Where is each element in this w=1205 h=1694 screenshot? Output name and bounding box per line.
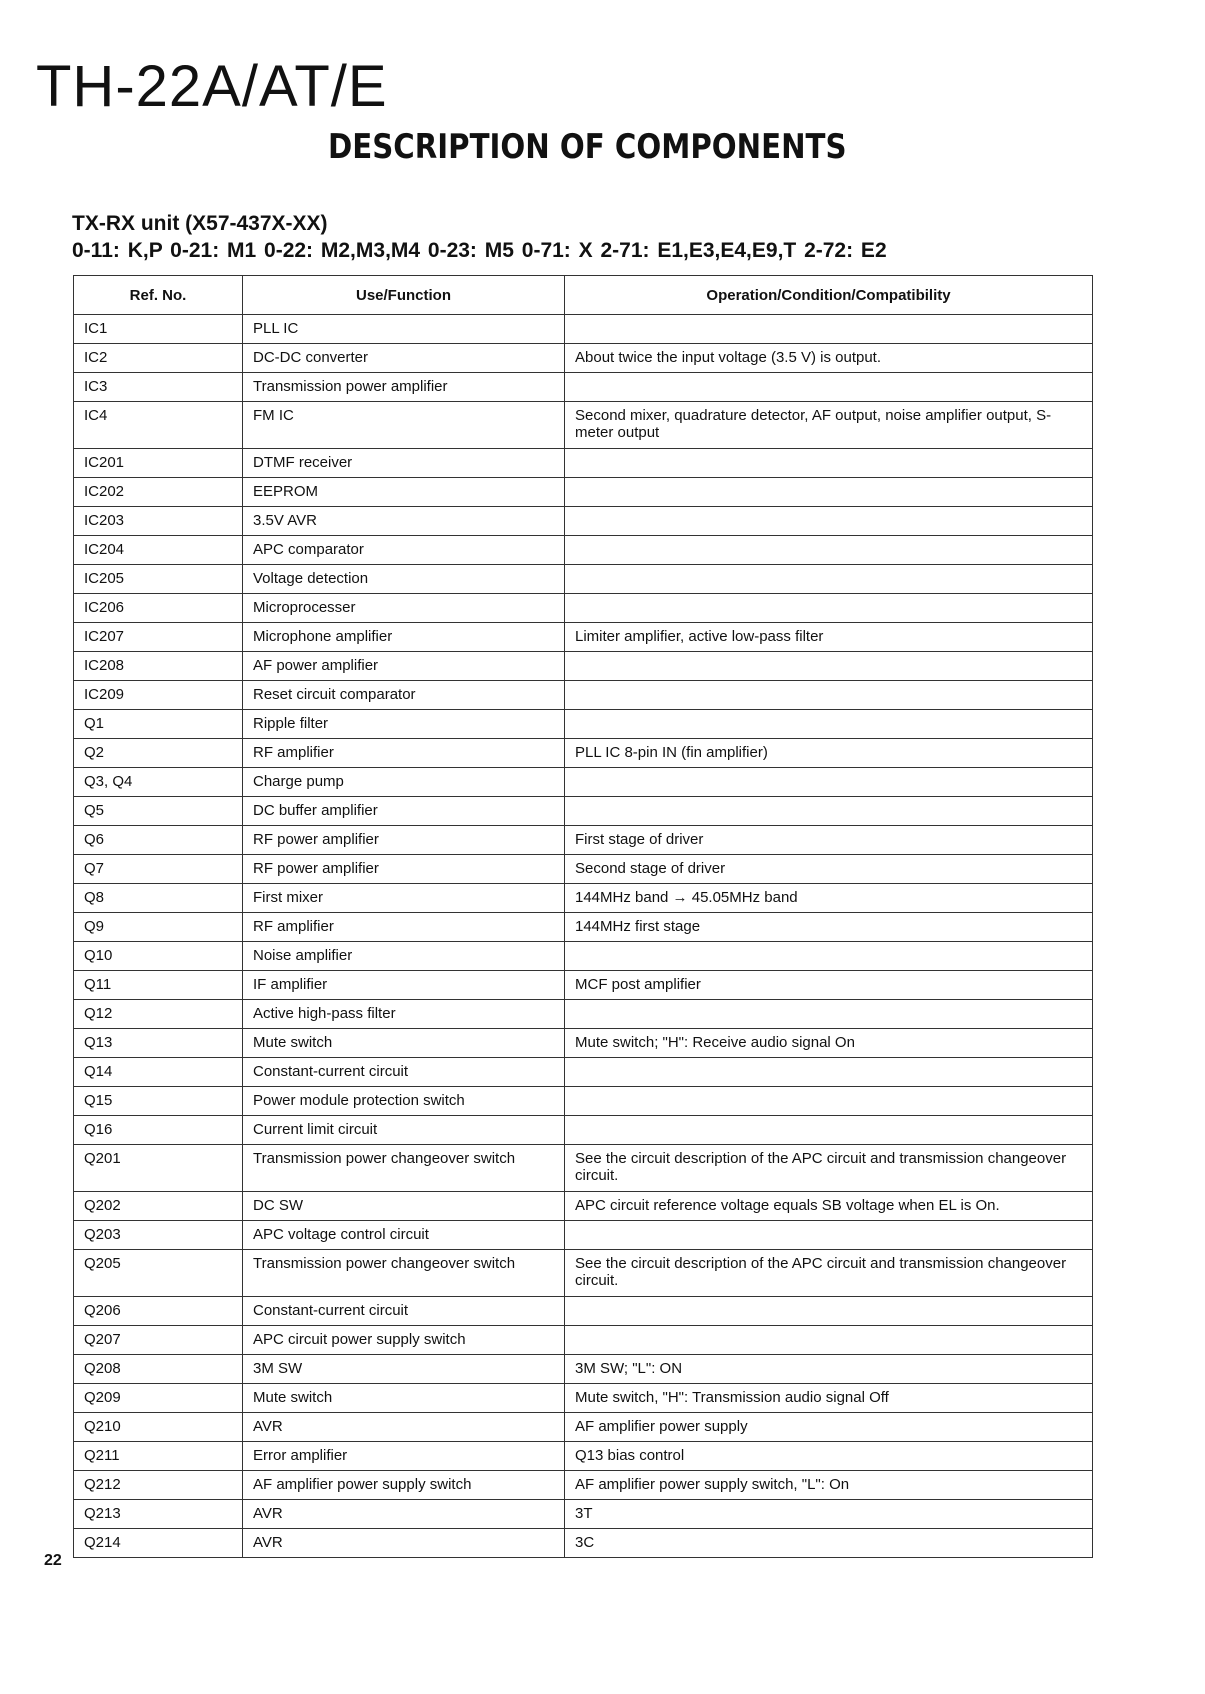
cell-ref-no: Q9: [74, 913, 243, 942]
table-row: [74, 826, 1093, 855]
cell-ref-no: IC203: [74, 507, 243, 536]
cell-use-function: Charge pump: [243, 768, 565, 797]
cell-ref-no: Q12: [74, 1000, 243, 1029]
table-header-row: [74, 276, 1093, 315]
cell-operation: 3M SW; "L": ON: [565, 1355, 1093, 1384]
header-operation: Operation/Condition/Compatibility: [565, 276, 1093, 315]
table-row: [74, 373, 1093, 402]
cell-ref-no: Q8: [74, 884, 243, 913]
cell-operation: First stage of driver: [565, 826, 1093, 855]
cell-use-function: RF power amplifier: [243, 855, 565, 884]
cell-ref-no: Q15: [74, 1087, 243, 1116]
cell-ref-no: IC205: [74, 565, 243, 594]
cell-use-function: RF amplifier: [243, 913, 565, 942]
cell-ref-no: Q11: [74, 971, 243, 1000]
cell-ref-no: Q206: [74, 1297, 243, 1326]
destination-variants: 0-11: K,P 0-21: M1 0-22: M2,M3,M4 0-23: M5 0-71: X 2-71: E1,E3,E4,E9,T 2-72: E2: [72, 239, 887, 262]
cell-operation: [565, 1297, 1093, 1326]
cell-ref-no: Q208: [74, 1355, 243, 1384]
cell-operation: MCF post amplifier: [565, 971, 1093, 1000]
cell-operation: AF amplifier power supply: [565, 1413, 1093, 1442]
table-row: [74, 710, 1093, 739]
cell-use-function: DC buffer amplifier: [243, 797, 565, 826]
cell-ref-no: IC202: [74, 478, 243, 507]
cell-ref-no: Q1: [74, 710, 243, 739]
cell-use-function: Microphone amplifier: [243, 623, 565, 652]
cell-use-function: AVR: [243, 1413, 565, 1442]
cell-operation: [565, 1087, 1093, 1116]
cell-use-function: Error amplifier: [243, 1442, 565, 1471]
cell-operation: [565, 507, 1093, 536]
cell-use-function: Reset circuit comparator: [243, 681, 565, 710]
cell-use-function: APC voltage control circuit: [243, 1221, 565, 1250]
table-row: [74, 942, 1093, 971]
table-row: [74, 739, 1093, 768]
cell-operation: Second mixer, quadrature detector, AF output, noise amplifier output, S-meter output: [565, 402, 1093, 449]
table-row: [74, 681, 1093, 710]
cell-operation: [565, 594, 1093, 623]
cell-ref-no: IC208: [74, 652, 243, 681]
cell-use-function: APC circuit power supply switch: [243, 1326, 565, 1355]
table-row: [74, 768, 1093, 797]
table-row: [74, 1250, 1093, 1297]
table-row: [74, 797, 1093, 826]
cell-operation: [565, 315, 1093, 344]
table-row: [74, 565, 1093, 594]
cell-operation: [565, 1000, 1093, 1029]
cell-use-function: DC SW: [243, 1192, 565, 1221]
cell-operation: Mute switch; "H": Receive audio signal On: [565, 1029, 1093, 1058]
cell-operation: [565, 797, 1093, 826]
table-body: [74, 315, 1093, 1558]
cell-operation: Q13 bias control: [565, 1442, 1093, 1471]
table-row: [74, 1355, 1093, 1384]
components-table: [73, 275, 1093, 1558]
cell-operation: 144MHz first stage: [565, 913, 1093, 942]
cell-operation: 144MHz band → 45.05MHz band: [565, 884, 1093, 913]
cell-use-function: First mixer: [243, 884, 565, 913]
table-row: [74, 1500, 1093, 1529]
table-row: [74, 913, 1093, 942]
cell-use-function: IF amplifier: [243, 971, 565, 1000]
cell-use-function: Constant-current circuit: [243, 1058, 565, 1087]
cell-ref-no: IC4: [74, 402, 243, 449]
table-row: [74, 1297, 1093, 1326]
cell-ref-no: Q203: [74, 1221, 243, 1250]
table-row: [74, 402, 1093, 449]
cell-use-function: AVR: [243, 1529, 565, 1558]
header-ref-no: Ref. No.: [74, 276, 243, 315]
cell-ref-no: IC206: [74, 594, 243, 623]
page-number: 22: [44, 1552, 62, 1569]
cell-operation: [565, 1221, 1093, 1250]
cell-ref-no: Q7: [74, 855, 243, 884]
cell-ref-no: IC2: [74, 344, 243, 373]
cell-use-function: Ripple filter: [243, 710, 565, 739]
cell-ref-no: Q205: [74, 1250, 243, 1297]
cell-use-function: RF amplifier: [243, 739, 565, 768]
cell-use-function: Mute switch: [243, 1029, 565, 1058]
cell-operation: APC circuit reference voltage equals SB voltage when EL is On.: [565, 1192, 1093, 1221]
cell-use-function: Microprocesser: [243, 594, 565, 623]
table-row: [74, 1116, 1093, 1145]
cell-use-function: Constant-current circuit: [243, 1297, 565, 1326]
cell-ref-no: Q10: [74, 942, 243, 971]
cell-operation: About twice the input voltage (3.5 V) is output.: [565, 344, 1093, 373]
cell-use-function: DTMF receiver: [243, 449, 565, 478]
cell-operation: [565, 536, 1093, 565]
cell-ref-no: Q202: [74, 1192, 243, 1221]
table-row: [74, 449, 1093, 478]
cell-use-function: Noise amplifier: [243, 942, 565, 971]
table-row: [74, 1529, 1093, 1558]
cell-use-function: Transmission power amplifier: [243, 373, 565, 402]
cell-use-function: DC-DC converter: [243, 344, 565, 373]
cell-use-function: FM IC: [243, 402, 565, 449]
cell-operation: [565, 1058, 1093, 1087]
cell-use-function: Transmission power changeover switch: [243, 1145, 565, 1192]
cell-use-function: 3.5V AVR: [243, 507, 565, 536]
table-row: [74, 1029, 1093, 1058]
table-row: [74, 315, 1093, 344]
table-row: [74, 1442, 1093, 1471]
cell-ref-no: Q214: [74, 1529, 243, 1558]
cell-ref-no: IC209: [74, 681, 243, 710]
cell-ref-no: Q16: [74, 1116, 243, 1145]
cell-use-function: APC comparator: [243, 536, 565, 565]
cell-operation: [565, 1326, 1093, 1355]
cell-ref-no: Q210: [74, 1413, 243, 1442]
cell-use-function: Current limit circuit: [243, 1116, 565, 1145]
table-row: [74, 1087, 1093, 1116]
cell-operation: [565, 710, 1093, 739]
cell-use-function: Power module protection switch: [243, 1087, 565, 1116]
cell-operation: [565, 768, 1093, 797]
cell-operation: [565, 565, 1093, 594]
cell-ref-no: Q207: [74, 1326, 243, 1355]
cell-operation: [565, 1116, 1093, 1145]
cell-operation: [565, 478, 1093, 507]
cell-ref-no: Q201: [74, 1145, 243, 1192]
cell-ref-no: Q6: [74, 826, 243, 855]
cell-use-function: Active high-pass filter: [243, 1000, 565, 1029]
cell-ref-no: Q209: [74, 1384, 243, 1413]
cell-ref-no: IC207: [74, 623, 243, 652]
cell-operation: AF amplifier power supply switch, "L": On: [565, 1471, 1093, 1500]
cell-operation: [565, 449, 1093, 478]
cell-ref-no: IC3: [74, 373, 243, 402]
model-title: TH-22A/AT/E: [36, 54, 388, 119]
cell-operation: [565, 681, 1093, 710]
cell-operation: Mute switch, "H": Transmission audio signal Off: [565, 1384, 1093, 1413]
section-title: DESCRIPTION OF COMPONENTS: [328, 127, 847, 167]
cell-use-function: Transmission power changeover switch: [243, 1250, 565, 1297]
cell-use-function: EEPROM: [243, 478, 565, 507]
header-use-function: Use/Function: [243, 276, 565, 315]
cell-ref-no: IC201: [74, 449, 243, 478]
table-row: [74, 884, 1093, 913]
cell-ref-no: Q13: [74, 1029, 243, 1058]
table-row: [74, 1471, 1093, 1500]
table-row: [74, 855, 1093, 884]
table-row: [74, 971, 1093, 1000]
cell-ref-no: IC1: [74, 315, 243, 344]
cell-use-function: AVR: [243, 1500, 565, 1529]
cell-use-function: RF power amplifier: [243, 826, 565, 855]
cell-operation: [565, 942, 1093, 971]
table-row: [74, 1221, 1093, 1250]
table-row: [74, 536, 1093, 565]
cell-use-function: AF power amplifier: [243, 652, 565, 681]
cell-use-function: PLL IC: [243, 315, 565, 344]
table-row: [74, 623, 1093, 652]
table-row: [74, 594, 1093, 623]
cell-ref-no: Q5: [74, 797, 243, 826]
cell-use-function: Voltage detection: [243, 565, 565, 594]
table-row: [74, 1000, 1093, 1029]
table-row: [74, 1145, 1093, 1192]
cell-use-function: AF amplifier power supply switch: [243, 1471, 565, 1500]
cell-operation: See the circuit description of the APC circuit and transmission changeover circuit.: [565, 1250, 1093, 1297]
cell-operation: PLL IC 8-pin IN (fin amplifier): [565, 739, 1093, 768]
table-row: [74, 344, 1093, 373]
table-row: [74, 652, 1093, 681]
cell-ref-no: Q14: [74, 1058, 243, 1087]
table-row: [74, 1192, 1093, 1221]
table-row: [74, 507, 1093, 536]
cell-ref-no: Q212: [74, 1471, 243, 1500]
cell-operation: Second stage of driver: [565, 855, 1093, 884]
table-row: [74, 1384, 1093, 1413]
cell-use-function: 3M SW: [243, 1355, 565, 1384]
cell-ref-no: Q2: [74, 739, 243, 768]
unit-identifier: TX-RX unit (X57-437X-XX): [72, 212, 328, 235]
table-row: [74, 478, 1093, 507]
table-row: [74, 1058, 1093, 1087]
cell-operation: Limiter amplifier, active low-pass filter: [565, 623, 1093, 652]
cell-ref-no: Q211: [74, 1442, 243, 1471]
cell-use-function: Mute switch: [243, 1384, 565, 1413]
cell-ref-no: Q3, Q4: [74, 768, 243, 797]
cell-operation: [565, 373, 1093, 402]
cell-ref-no: IC204: [74, 536, 243, 565]
cell-operation: [565, 652, 1093, 681]
table-row: [74, 1326, 1093, 1355]
cell-operation: 3T: [565, 1500, 1093, 1529]
cell-operation: 3C: [565, 1529, 1093, 1558]
cell-operation: See the circuit description of the APC circuit and transmission changeover circuit.: [565, 1145, 1093, 1192]
cell-ref-no: Q213: [74, 1500, 243, 1529]
table-row: [74, 1413, 1093, 1442]
